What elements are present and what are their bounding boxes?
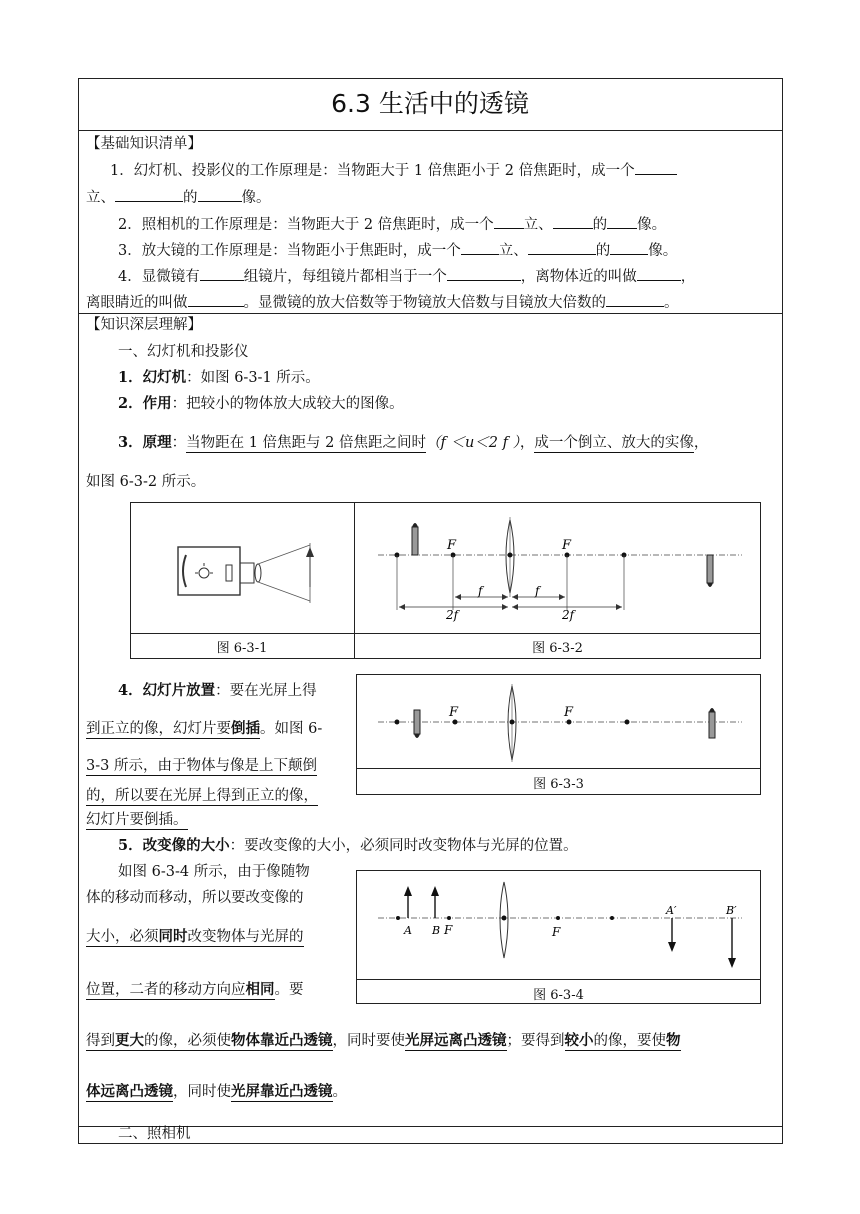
answer-blank[interactable]	[637, 266, 681, 281]
image-label-b-prime: B′	[726, 904, 737, 917]
focal-point-label: F	[562, 538, 572, 553]
point-5-line-7: 体远离凸透镜，同时使光屏靠近凸透镜。	[86, 1083, 347, 1100]
answer-blank[interactable]	[528, 240, 596, 255]
point-4: 4．幻灯片放置：要在光屏上得	[118, 682, 317, 699]
figure-caption-divider	[130, 633, 761, 634]
page-title: 6.3 生活中的透镜	[331, 89, 529, 118]
subsection-camera: 二、照相机	[118, 1126, 191, 1142]
point-5: 5．改变像的大小：要改变像的大小，必须同时改变物体与光屏的位置。	[118, 837, 578, 854]
lens-diagram-6-3-4	[360, 876, 755, 976]
double-focal-length-label: 2f	[562, 608, 575, 622]
answer-blank[interactable]	[635, 160, 677, 175]
focal-point-label: F	[447, 538, 457, 553]
focal-point-label: F	[444, 923, 453, 937]
question-4: 4．显微镜有 组镜片，每组镜片都相当于一个 ，离物体近的叫做 ，	[118, 266, 695, 287]
answer-blank[interactable]	[200, 266, 244, 281]
double-focal-length-label: 2f	[446, 608, 459, 622]
point-5-line-3: 体的移动而移动，所以要改变像的	[86, 890, 304, 906]
answer-blank[interactable]	[607, 214, 637, 229]
point-4-line-4: 的，所以要在光屏上得到正立的像，	[86, 788, 318, 804]
figure-caption-divider	[356, 768, 761, 769]
answer-blank[interactable]	[461, 240, 499, 255]
answer-blank[interactable]	[115, 187, 183, 202]
answer-blank[interactable]	[447, 266, 521, 281]
point-4-line-5: 幻灯片要倒插。	[86, 812, 188, 828]
figure-caption-6-3-2: 图 6-3-2	[532, 641, 583, 656]
answer-blank[interactable]	[610, 240, 648, 255]
answer-blank[interactable]	[188, 292, 244, 307]
point-2: 2．作用：把较小的物体放大成较大的图像。	[118, 395, 404, 412]
focal-length-label: f	[478, 584, 483, 598]
point-5-line-6: 得到更大的像，必须使物体靠近凸透镜，同时要使光屏远离凸透镜；要得到较小的像，要使物	[86, 1032, 681, 1049]
figure-caption-divider	[356, 979, 761, 980]
focal-point-label: F	[449, 705, 459, 720]
figure-caption-6-3-4: 图 6-3-4	[533, 988, 584, 1003]
image-label-a-prime: A′	[666, 904, 677, 917]
object-label-a: A	[404, 924, 412, 937]
focal-length-label: f	[535, 584, 540, 598]
question-1-line-2: 立、 的 像。	[86, 187, 271, 208]
focal-point-label: F	[564, 705, 574, 720]
question-4-line-2: 离眼睛近的叫做 。显微镜的放大倍数等于物镜放大倍数与目镜放大倍数的 。	[86, 292, 679, 313]
question-1: 1．幻灯机、投影仪的工作原理是：当物距大于 1 倍焦距小于 2 倍焦距时，成一个	[110, 160, 677, 181]
projector-diagram	[170, 535, 330, 605]
object-label-b: B	[432, 924, 441, 937]
lens-diagram-6-3-2	[360, 515, 755, 627]
point-5-line-4: 大小，必须同时改变物体与光屏的	[86, 928, 304, 945]
section-heading-deep: 【知识深层理解】	[86, 317, 202, 333]
section-heading-basic: 【基础知识清单】	[86, 136, 202, 152]
question-3: 3．放大镜的工作原理是：当物距小于焦距时，成一个 立、 的 像。	[118, 240, 677, 261]
focal-point-label: F	[552, 925, 561, 939]
point-5-line-5: 位置，二者的移动方向应相同。要	[86, 981, 304, 998]
point-3: 3．原理：当物距在 1 倍焦距与 2 倍焦距之间时（f ＜u＜2 f ），成一个倒立、放大的实像，	[118, 434, 709, 451]
point-3-line-2: 如图 6-3-2 所示。	[86, 474, 206, 490]
point-5-line-2: 如图 6-3-4 所示，由于像随物	[118, 864, 310, 880]
subsection-projector: 一、幻灯机和投影仪	[118, 344, 249, 360]
point-1: 1．幻灯机：如图 6-3-1 所示。	[118, 369, 320, 386]
divider	[78, 313, 783, 314]
figure-divider	[354, 502, 355, 659]
divider	[78, 130, 783, 131]
lens-diagram-6-3-3	[360, 682, 755, 764]
answer-blank[interactable]	[553, 214, 593, 229]
answer-blank[interactable]	[198, 187, 242, 202]
point-4-line-3: 3-3 所示，由于物体与像是上下颠倒	[86, 758, 317, 774]
figure-caption-6-3-1: 图 6-3-1	[216, 641, 268, 656]
answer-blank[interactable]	[606, 292, 664, 307]
figure-caption-6-3-3: 图 6-3-3	[533, 777, 584, 792]
point-4-line-2: 到正立的像，幻灯片要倒插。如图 6-	[86, 720, 323, 737]
answer-blank[interactable]	[494, 214, 524, 229]
question-2: 2．照相机的工作原理是：当物距大于 2 倍焦距时，成一个 立、 的 像。	[118, 214, 666, 235]
